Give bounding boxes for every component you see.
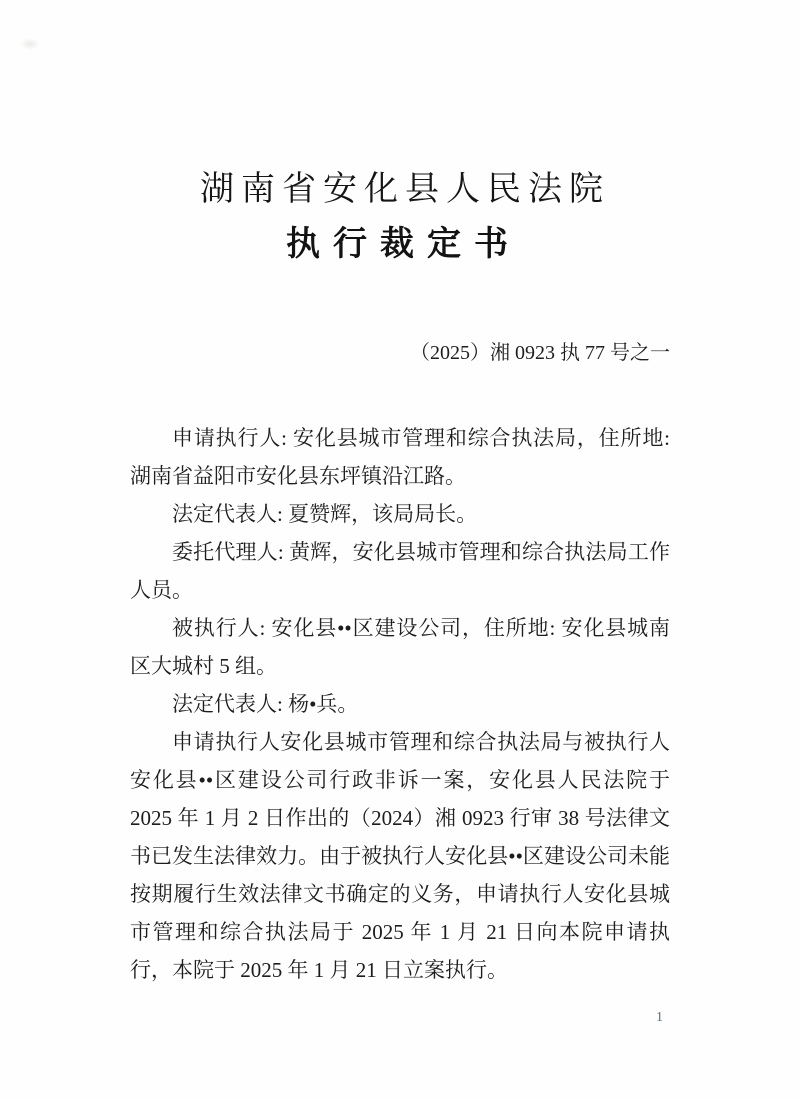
case-number: （2025）湘 0923 执 77 号之一 — [410, 342, 670, 364]
document-body — [130, 419, 670, 989]
paragraph-respondent: 被执行人: 安化县••区建设公司，住所地: 安化县城南区大城村 5 组。 — [130, 616, 670, 678]
scan-artifact — [20, 38, 40, 50]
paragraph-applicant-legal-rep: 法定代表人: 夏赞辉，该局局长。 — [172, 502, 478, 526]
paragraph-entrusted-agent: 委托代理人: 黄辉，安化县城市管理和综合执法局工作人员。 — [130, 540, 670, 602]
paragraph-respondent-legal-rep: 法定代表人: 杨•兵。 — [172, 692, 359, 716]
paragraph-applicant: 申请执行人: 安化县城市管理和综合执法局，住所地: 湖南省益阳市安化县东坪镇沿江路。 — [130, 426, 670, 488]
page-number: 1 — [656, 1010, 663, 1025]
document-type-title: 执行裁定书 — [286, 226, 521, 263]
paragraph-case-history: 申请执行人安化县城市管理和综合执法局与被执行人安化县••区建设公司行政非诉一案，安化县人民法院于 2025 年 1 月 2 日作出的（2024）湘 0923 行审 38 号法律文书已发生法律效力。由于被执行人安化县••区建设公司未能按期履行生效法律文书确定的义务，申请执行人安化县城市管理和综合执法局于 2025 年 1 月 21 日向本院申请执行，本院于 2025 年 1 月 21 日立案执行。 — [130, 730, 670, 982]
court-name-title: 湖南省安化县人民法院 — [200, 171, 610, 208]
